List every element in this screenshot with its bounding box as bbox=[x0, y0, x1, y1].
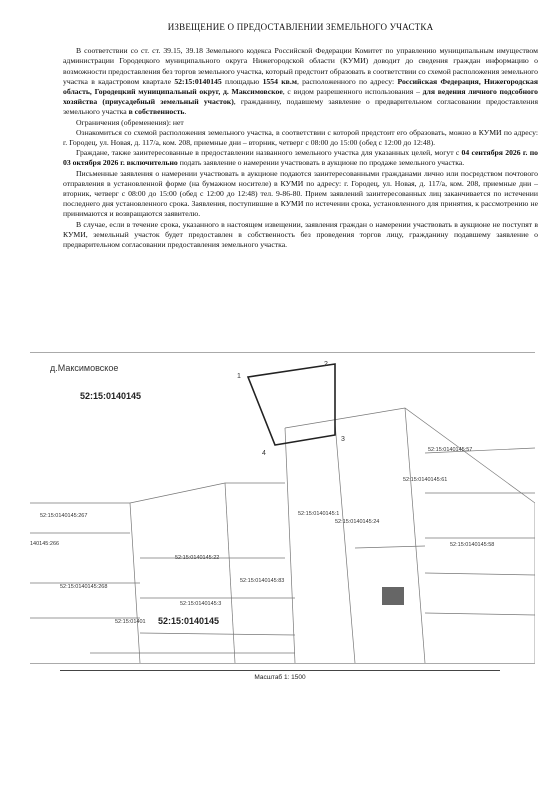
quarter-label-bottom: 52:15:0140145 bbox=[158, 616, 220, 626]
p1-text: , расположенного по адресу: bbox=[296, 76, 398, 86]
parcel-label: 52:15:0140145:3 bbox=[180, 601, 222, 607]
p1-text: , с видом разрешенного использования – bbox=[282, 87, 423, 97]
notice-text bbox=[63, 22, 538, 250]
p1-text: , гражданину, подавшему заявление о предварительном согласовании предоставления земельного участка bbox=[63, 97, 538, 117]
point-3: 3 bbox=[341, 436, 345, 443]
map-drawing bbox=[30, 353, 535, 663]
parcel-label: 52:15:0140145:268 bbox=[60, 584, 108, 590]
parcel-label: 52:15:0140145:1 bbox=[298, 511, 340, 517]
application-period: 04 сентября 2026 г. по 03 октября 2026 г. включительно bbox=[63, 148, 538, 168]
p1-text: . bbox=[184, 107, 187, 117]
parcel-label: 52:15:0140145:83 bbox=[240, 578, 285, 584]
parcel-label: 52:15:01401 bbox=[115, 619, 146, 625]
parcel-label: 52:15:0140145:57 bbox=[428, 447, 473, 453]
paragraph-6: В случае, если в течение срока, указанного в настоящем извещении, заявления граждан о намерении участвовать в аукционе не поступят в КУМИ, земельный участок будет предоставлен в собственность без проведения торгов лицу, гражданину подавшему заявление о предварительном согласовании предоставления земельного участка. bbox=[63, 219, 538, 250]
map-labels bbox=[30, 361, 494, 626]
point-1: 1 bbox=[237, 373, 241, 380]
village-label: д.Максимовское bbox=[50, 363, 119, 373]
quarter-label-top: 52:15:0140145 bbox=[80, 391, 142, 401]
p1-text: В соответствии со ст. ст. 39.15, 39.18 Земельного кодекса Российской Федерации Комитет по управлению муниципальным имуществом администрации Городецкого муниципального округа Нижегородской области (КУМИ) доводит до сведения граждан информацию о возможности предоставления без торгов земельного участка, который предстоит образовать в соответствии со схемой расположения земельного участка в кадастровом квартале bbox=[63, 46, 538, 86]
paragraph-4 bbox=[63, 148, 538, 168]
point-2: 2 bbox=[324, 361, 328, 368]
paragraph-2: Ограничения (обременения): нет bbox=[76, 117, 184, 127]
paragraph-1 bbox=[63, 46, 538, 117]
map-scale: Масштаб 1: 1500 bbox=[254, 674, 306, 681]
area-value: 1554 кв.м bbox=[262, 76, 297, 86]
building-shape bbox=[382, 587, 404, 605]
address: Российская Федерация, Нижегородская область, Городецкий муниципальный округ, д. Максимовское bbox=[63, 76, 538, 97]
point-4: 4 bbox=[262, 450, 266, 457]
parcel-label: 52:15:0140145:58 bbox=[450, 542, 495, 548]
parcel-label: 52:15:0140145:61 bbox=[403, 477, 448, 483]
p4-text: Граждане, также заинтересованные в предоставлении названного земельного участка для указанных целей, могут с bbox=[76, 148, 462, 158]
notice-title: ИЗВЕЩЕНИЕ О ПРЕДОСТАВЛЕНИИ ЗЕМЕЛЬНОГО УЧАСТКА bbox=[167, 22, 434, 32]
parcel-label: 52:15:0140145:267 bbox=[40, 513, 88, 519]
parcel-label: 52:15:0140145:24 bbox=[335, 519, 380, 525]
cadastral-quarter: 52:15:0140145 bbox=[174, 76, 222, 86]
parcel-label: 140145:266 bbox=[30, 541, 60, 547]
cadastral-map bbox=[30, 352, 535, 664]
paragraph-5: Письменные заявления о намерении участвовать в аукционе подаются заинтересованными гражданами лично или посредством почтового отправления в установленной форме (на бумажном носителе) в КУМИ по адресу: г. Городец, ул. Новая, д. 117/а, ком. 208, приемные дни – вторник, четверг с 08:00 до 15:00 (обед с 12:00 до 12:48) тел. 9-86-80. Прием заявлений заинтересованных лиц заканчивается по истечении последнего дня установленного срока. Заявления, поступившие в КУМИ по истечении срока, установленного для принятия, к рассмотрению не принимаются и возвращаются заявителю. bbox=[63, 168, 538, 219]
ownership-type: в собственность bbox=[128, 107, 185, 117]
parcel-label: 52:15:0140145:22 bbox=[175, 555, 220, 561]
scale-bar bbox=[60, 670, 500, 671]
paragraph-3: Ознакомиться со схемой расположения земельного участка, в соответствии с которой предстоит его образовать, можно в КУМИ по адресу: г. Городец, ул. Новая, д. 117/а, ком. 208, приемные дни – вторник, четверг с 08:00 до 15:00 (обед с 12:00 до 12:48). bbox=[63, 127, 538, 148]
p4-text: подать заявление о намерении участвовать в аукционе по продаже земельного участка. bbox=[177, 158, 465, 168]
p1-text: площадью bbox=[221, 76, 263, 86]
subject-parcel bbox=[248, 364, 335, 445]
permitted-use: для ведения личного подсобного хозяйства (приусадебный земельный участок) bbox=[63, 87, 539, 107]
